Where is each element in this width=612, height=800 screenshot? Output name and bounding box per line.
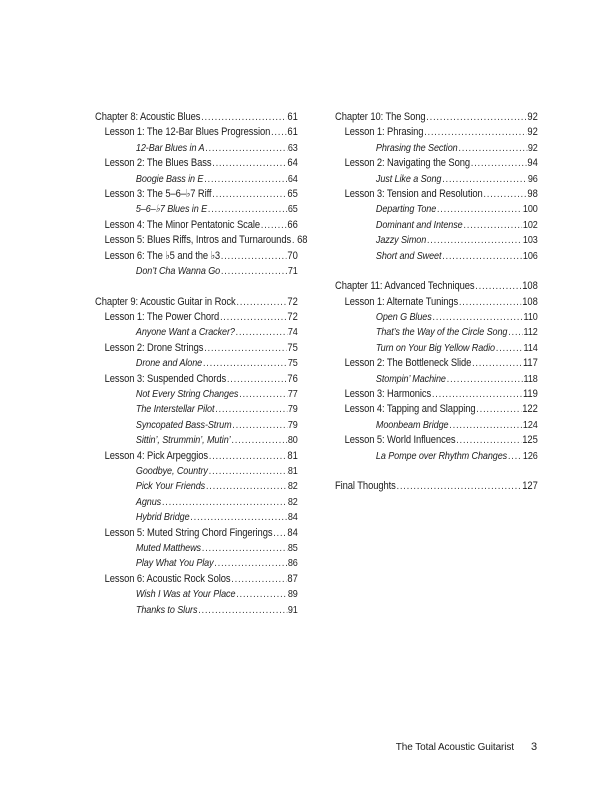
- toc-entry-page: 98: [527, 187, 538, 200]
- toc-column-left: [95, 110, 308, 618]
- toc-entry-page: 114: [523, 342, 538, 354]
- dot-leader: [162, 495, 287, 510]
- toc-entry: [95, 264, 298, 279]
- dot-leader: [261, 218, 287, 233]
- dot-leader: [496, 341, 523, 356]
- dot-leader: [508, 449, 522, 464]
- dot-leader: [475, 279, 521, 294]
- toc-entry-page: 117: [522, 357, 538, 370]
- toc-entry-page: 100: [522, 204, 538, 216]
- toc-entry: [95, 418, 298, 433]
- toc-entry-page: 71: [287, 265, 298, 277]
- toc-entry-page: 75: [287, 358, 298, 370]
- toc-entry: [335, 279, 538, 294]
- toc-entry: [335, 233, 538, 248]
- toc-entry-label: Lesson 3: Suspended Chords: [104, 372, 227, 385]
- toc-entry: [95, 387, 298, 402]
- toc-entry-page: 65: [287, 187, 298, 200]
- toc-entry-label: Final Thoughts: [335, 480, 396, 493]
- toc-entry-page: 124: [522, 419, 538, 431]
- dot-leader: [198, 603, 287, 618]
- toc-entry-page: 61: [287, 126, 298, 139]
- toc-entry-label: 12-Bar Blues in A: [135, 142, 205, 154]
- toc-entry-page: 63: [287, 142, 298, 154]
- toc-entry: [335, 295, 538, 310]
- dot-leader: [202, 541, 287, 556]
- toc-entry: [95, 603, 298, 618]
- toc-entry: [95, 556, 298, 571]
- toc-entry: [95, 172, 298, 187]
- toc-section-gap: [335, 264, 538, 279]
- toc-entry-label: Chapter 11: Advanced Techniques: [335, 280, 475, 293]
- dot-leader: [236, 325, 287, 340]
- dot-leader: [459, 295, 521, 310]
- toc-entry-page: 92: [527, 126, 538, 139]
- toc-entry-page: 74: [287, 327, 298, 339]
- toc-entry: [95, 356, 298, 371]
- toc-entry-page: 80: [287, 435, 298, 447]
- dot-leader: [483, 187, 526, 202]
- toc-entry: [335, 341, 538, 356]
- toc-entry-label: Lesson 3: Harmonics: [344, 388, 432, 401]
- dot-leader: [206, 479, 287, 494]
- toc-entry-label: Hybrid Bridge: [135, 512, 190, 524]
- dot-leader: [437, 202, 522, 217]
- toc-entry-page: 94: [527, 157, 538, 170]
- toc-entry-label: Boogie Bass in E: [135, 173, 204, 185]
- dot-leader: [397, 479, 522, 494]
- toc-entry-page: 68: [297, 234, 308, 247]
- dot-leader: [456, 433, 521, 448]
- toc-entry-page: 82: [287, 481, 298, 493]
- toc-entry-page: 102: [522, 219, 538, 231]
- toc-entry-label: Lesson 1: Alternate Tunings: [344, 295, 459, 308]
- toc-entry-label: Turn on Your Big Yellow Radio: [375, 342, 495, 354]
- toc-entry-label: Drone and Alone: [135, 358, 203, 370]
- toc-entry: [95, 325, 298, 340]
- toc-entry-label: Jazzy Simon: [375, 235, 427, 247]
- toc-entry-page: 118: [523, 373, 538, 385]
- toc-entry-label: Just Like a Song: [375, 173, 442, 185]
- dot-leader: [463, 218, 522, 233]
- dot-leader: [201, 110, 286, 125]
- dot-leader: [203, 356, 287, 371]
- toc-entry: [95, 433, 298, 448]
- toc-entry: [335, 125, 538, 140]
- toc-entry-page: 81: [287, 465, 298, 477]
- toc-entry-page: 61: [287, 111, 298, 123]
- dot-leader: [208, 202, 287, 217]
- toc-entry-label: Muted Matthews: [135, 542, 202, 554]
- dot-leader: [205, 141, 287, 156]
- dot-leader: [442, 172, 527, 187]
- toc-entry-label: Play What You Play: [135, 558, 214, 570]
- toc-entry-label: Stompin’ Machine: [375, 373, 446, 385]
- footer-book-title: The Total Acoustic Guitarist: [395, 742, 514, 753]
- toc-entry: [335, 110, 538, 125]
- dot-leader: [424, 125, 526, 140]
- dot-leader: [209, 464, 287, 479]
- toc-entry-label: Lesson 5: Muted String Chord Fingerings: [104, 526, 273, 539]
- toc-entry: [95, 295, 298, 310]
- toc-entry-label: Lesson 6: The ♭5 and the ♭3: [104, 249, 221, 262]
- toc-entry-page: 79: [287, 404, 298, 416]
- toc-entry-label: Syncopated Bass-Strum: [135, 419, 232, 431]
- toc-entry-label: Wish I Was at Your Place: [135, 589, 236, 601]
- toc-entry-label: La Pompe over Rhythm Changes: [375, 450, 508, 462]
- dot-leader: [221, 264, 287, 279]
- toc-entry: [95, 464, 298, 479]
- dot-leader: [271, 125, 286, 140]
- toc-entry: [95, 341, 298, 356]
- dot-leader: [236, 295, 286, 310]
- dot-leader: [449, 418, 522, 433]
- toc-entry: [95, 233, 308, 248]
- toc-entry-label: Lesson 4: The Minor Pentatonic Scale: [104, 218, 261, 231]
- dot-leader: [426, 110, 526, 125]
- toc-entry-page: 126: [522, 450, 538, 462]
- toc-entry-label: Pick Your Friends: [135, 481, 206, 493]
- toc-entry: [335, 372, 538, 387]
- toc-entry: [95, 156, 298, 171]
- dot-leader: [204, 341, 286, 356]
- dot-leader: [433, 310, 523, 325]
- toc-entry-label: Lesson 3: The 5–6–♭7 Riff: [104, 187, 212, 200]
- toc-entry-page: 72: [287, 295, 298, 308]
- toc-entry-page: 119: [522, 388, 538, 401]
- toc-entry: [95, 310, 298, 325]
- toc-entry: [95, 218, 298, 233]
- dot-leader: [292, 233, 296, 248]
- dot-leader: [471, 156, 527, 171]
- dot-leader: [215, 402, 287, 417]
- dot-leader: [214, 556, 287, 571]
- toc-entry: [335, 433, 538, 448]
- toc-entry-label: Lesson 2: Navigating the Song: [344, 157, 470, 170]
- toc-entry: [335, 418, 538, 433]
- toc-entry-page: 92: [527, 142, 538, 154]
- toc-entry-page: 66: [287, 218, 298, 231]
- toc-entry-label: Lesson 1: Phrasing: [344, 126, 424, 139]
- toc-entry: [95, 402, 298, 417]
- toc-entry-page: 76: [287, 372, 298, 385]
- dot-leader: [472, 356, 522, 371]
- toc-entry: [95, 249, 298, 264]
- dot-leader: [458, 141, 527, 156]
- dot-leader: [204, 172, 287, 187]
- toc-entry: [335, 202, 538, 217]
- toc-entry: [335, 172, 538, 187]
- toc-entry: [335, 156, 538, 171]
- toc-entry-label: Goodbye, Country: [135, 465, 208, 477]
- toc-entry-label: Short and Sweet: [375, 250, 442, 262]
- dot-leader: [236, 587, 287, 602]
- toc-entry: [95, 541, 298, 556]
- dot-leader: [221, 249, 287, 264]
- toc-entry: [335, 310, 538, 325]
- toc-entry: [95, 202, 298, 217]
- dot-leader: [231, 433, 287, 448]
- toc-entry-page: 84: [287, 512, 298, 524]
- toc-entry-label: Sittin’, Strummin’, Mutin’: [135, 435, 231, 447]
- toc-entry-page: 112: [523, 327, 538, 339]
- toc-entry-label: Lesson 2: The Bottleneck Slide: [344, 357, 472, 370]
- dot-leader: [232, 418, 287, 433]
- dot-leader: [508, 325, 522, 340]
- footer: [396, 741, 537, 753]
- toc-entry-label: The Interstellar Pilot: [135, 404, 215, 416]
- dot-leader: [476, 402, 521, 417]
- toc-entry-label: Lesson 6: Acoustic Rock Solos: [104, 572, 231, 585]
- toc-entry-page: 108: [522, 280, 538, 293]
- dot-leader: [442, 249, 522, 264]
- toc-entry-page: 91: [287, 604, 298, 616]
- dot-leader: [209, 449, 287, 464]
- toc-entry-label: Anyone Want a Cracker?: [135, 327, 235, 339]
- toc-entry-page: 86: [287, 558, 298, 570]
- dot-leader: [427, 233, 522, 248]
- toc-section-gap: [335, 464, 538, 479]
- toc-entry-page: 87: [287, 572, 298, 585]
- toc-entry-label: Lesson 5: Blues Riffs, Intros and Turnarounds: [104, 234, 292, 247]
- toc-entry: [95, 141, 298, 156]
- toc-entry: [95, 372, 298, 387]
- toc-entry-label: Lesson 4: Pick Arpeggios: [104, 449, 208, 462]
- dot-leader: [190, 510, 287, 525]
- toc-entry-label: Moonbeam Bridge: [375, 419, 449, 431]
- toc-entry: [95, 110, 298, 125]
- toc-entry-page: 108: [522, 295, 538, 308]
- toc-entry: [95, 495, 298, 510]
- dot-leader: [273, 526, 286, 541]
- dot-leader: [220, 310, 287, 325]
- toc-entry: [95, 572, 298, 587]
- toc-entry-page: 89: [287, 589, 298, 601]
- dot-leader: [432, 387, 522, 402]
- toc-entry-label: Lesson 2: The Blues Bass: [104, 157, 212, 170]
- toc-entry-label: Agnus: [135, 496, 162, 508]
- toc-entry-page: 84: [287, 526, 298, 539]
- toc-entry-label: Dominant and Intense: [375, 219, 463, 231]
- toc-entry-label: 5–6–♭7 Blues in E: [135, 204, 208, 216]
- toc-entry: [95, 125, 298, 140]
- toc-entry-page: 72: [287, 311, 298, 324]
- toc-entry-page: 96: [527, 173, 538, 185]
- toc-section-gap: [95, 279, 298, 294]
- toc-entry-page: 64: [287, 157, 298, 170]
- toc-entry-label: Departing Tone: [375, 204, 437, 216]
- toc-entry-page: 79: [287, 419, 298, 431]
- dot-leader: [227, 372, 287, 387]
- toc-entry: [335, 187, 538, 202]
- toc-entry-label: Chapter 10: The Song: [335, 111, 426, 123]
- toc-entry-label: Don’t Cha Wanna Go: [135, 265, 221, 277]
- toc-entry-page: 106: [522, 250, 538, 262]
- toc-entry-page: 110: [523, 312, 538, 324]
- toc-entry-label: Lesson 1: The 12-Bar Blues Progression: [104, 126, 271, 139]
- toc-entry: [335, 479, 538, 494]
- toc-entry-label: Not Every String Changes: [135, 389, 239, 401]
- toc-entry-label: Lesson 4: Tapping and Slapping: [344, 403, 476, 416]
- toc-entry-label: Open G Blues: [375, 312, 432, 324]
- toc-entry: [95, 587, 298, 602]
- toc-entry: [335, 449, 538, 464]
- toc-entry: [95, 526, 298, 541]
- toc-entry-label: Lesson 2: Drone Strings: [104, 341, 204, 354]
- dot-leader: [447, 372, 523, 387]
- footer-page-number: 3: [530, 741, 537, 753]
- toc-entry-page: 92: [527, 111, 538, 123]
- toc-entry: [95, 187, 298, 202]
- toc-entry-label: Lesson 3: Tension and Resolution: [344, 187, 483, 200]
- toc-entry-label: Lesson 1: The Power Chord: [104, 311, 220, 324]
- toc-entry-page: 64: [287, 173, 298, 185]
- toc-entry-page: 65: [287, 204, 298, 216]
- toc-entry: [335, 387, 538, 402]
- toc-entry-label: That’s the Way of the Circle Song: [375, 327, 508, 339]
- toc-entry-label: Chapter 9: Acoustic Guitar in Rock: [95, 295, 236, 308]
- toc-entry-label: Phrasing the Section: [375, 142, 458, 154]
- toc-entry-page: 81: [287, 449, 298, 462]
- dot-leader: [212, 187, 286, 202]
- toc-entry-label: Chapter 8: Acoustic Blues: [95, 111, 201, 123]
- dot-leader: [231, 572, 286, 587]
- toc-entry-page: 82: [287, 496, 298, 508]
- toc-entry: [335, 325, 538, 340]
- toc-entry-page: 103: [522, 235, 538, 247]
- toc-entry: [335, 218, 538, 233]
- toc-entry-page: 85: [287, 542, 298, 554]
- dot-leader: [212, 156, 286, 171]
- toc-entry-label: Thanks to Slurs: [135, 604, 198, 616]
- toc-entry: [335, 356, 538, 371]
- toc-entry-page: 125: [522, 434, 538, 447]
- toc-entry-label: Lesson 5: World Influences: [344, 434, 456, 447]
- toc-entry-page: 77: [287, 389, 298, 401]
- dot-leader: [239, 387, 287, 402]
- toc-entry: [95, 479, 298, 494]
- toc-entry: [95, 449, 298, 464]
- toc-entry: [335, 402, 538, 417]
- toc-entry: [335, 249, 538, 264]
- toc-entry-page: 75: [287, 341, 298, 354]
- toc-entry: [335, 141, 538, 156]
- toc-column-right: [335, 110, 538, 495]
- toc-entry-page: 127: [522, 480, 538, 493]
- toc-entry-page: 122: [522, 403, 538, 416]
- toc-entry: [95, 510, 298, 525]
- toc-entry-page: 70: [287, 249, 298, 262]
